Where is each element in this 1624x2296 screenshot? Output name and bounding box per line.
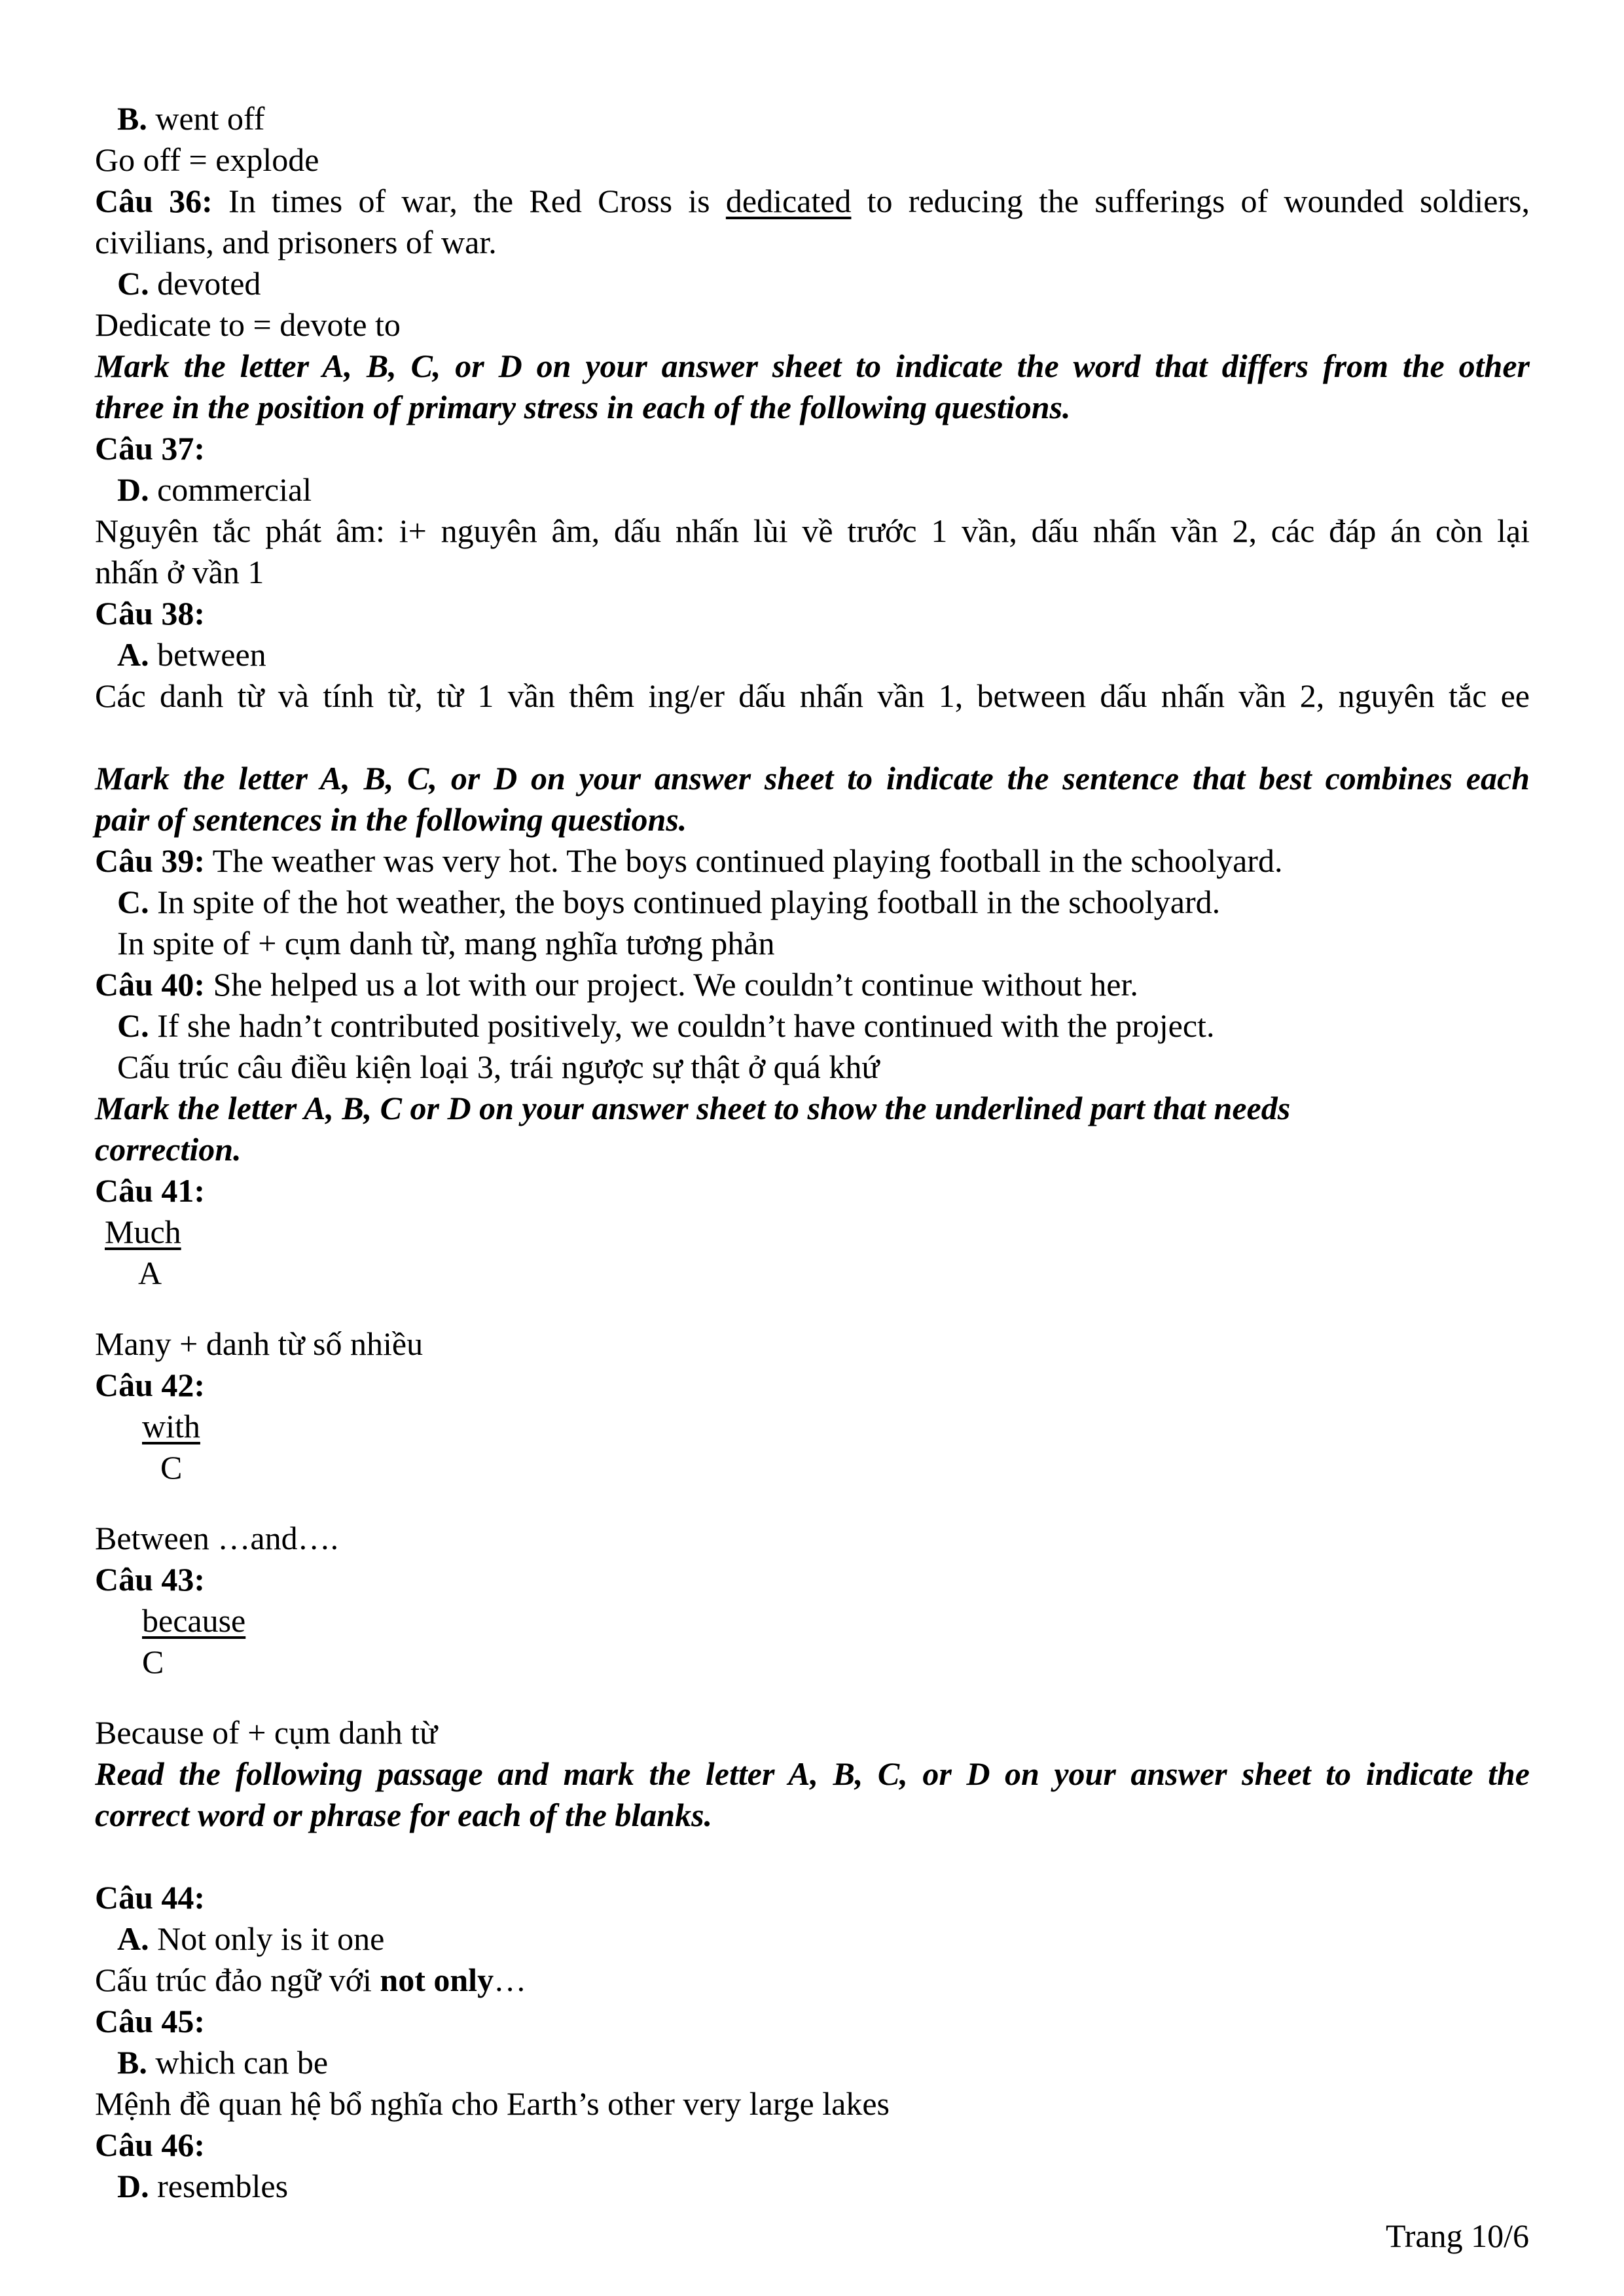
text-segment: C [142, 1643, 164, 1680]
text-segment: B. [117, 2044, 147, 2081]
text-line [95, 222, 1530, 263]
text-segment: to reducing the sufferings of wounded soldiers, [851, 183, 1530, 219]
text-line [95, 1253, 1530, 1294]
text-segment: correction. [95, 1131, 242, 1168]
text-segment: Câu 46: [95, 2126, 206, 2163]
text-segment: correct word or phrase for each of the blanks. [95, 1797, 713, 1833]
text-segment: dedicated [725, 183, 852, 219]
text-segment: Câu 39: [95, 842, 206, 879]
text-segment: Cấu trúc đảo ngữ với [95, 1962, 380, 1998]
text-segment: Many + danh từ số nhiều [95, 1325, 424, 1362]
text-line [95, 1323, 1530, 1365]
text-line [95, 1047, 1530, 1088]
text-segment: Câu 44: [95, 1879, 206, 1916]
text-segment: In times of war, the Red Cross is [212, 183, 726, 219]
text-segment: … [494, 1962, 527, 1998]
text-line [95, 1211, 1530, 1253]
text-segment: pair of sentences in the following questions. [95, 801, 687, 838]
text-line [95, 346, 1530, 387]
text-segment: Câu 38: [95, 595, 206, 632]
text-segment: C. [117, 265, 149, 302]
text-segment: Cấu trúc câu điều kiện loại 3, trái ngược sự thật ở quá khứ [117, 1049, 880, 1085]
text-segment: Because of + cụm danh từ [95, 1714, 438, 1751]
text-segment: resembles [149, 2168, 289, 2204]
text-segment: went off [147, 100, 265, 137]
text-segment: with [142, 1408, 200, 1444]
text-line [95, 1600, 1530, 1641]
blank-line [95, 1836, 1530, 1877]
text-line [95, 923, 1530, 964]
text-segment: C [160, 1449, 183, 1486]
text-line [95, 1005, 1530, 1047]
text-segment: Các danh từ và tính từ, từ 1 vần thêm ing/er dấu nhấn vần 1, between dấu nhấn vần 2, nguyên tắc ee [95, 677, 1530, 714]
text-line [95, 1795, 1530, 1836]
blank-line [95, 717, 1530, 758]
text-segment: In spite of + cụm danh từ, mang nghĩa tương phản [117, 925, 775, 961]
text-line [95, 882, 1530, 923]
text-segment: civilians, and prisoners of war. [95, 224, 497, 260]
document-content [95, 98, 1530, 2207]
text-line [95, 1447, 1530, 1488]
text-line [95, 1960, 1530, 2001]
text-line [95, 181, 1530, 222]
text-segment: because [142, 1602, 246, 1639]
text-line [95, 511, 1530, 552]
text-line [95, 1088, 1530, 1129]
text-line [95, 1129, 1530, 1170]
text-segment: Câu 41: [95, 1172, 206, 1209]
text-line [95, 98, 1530, 139]
text-line [95, 593, 1530, 634]
text-segment: A [138, 1255, 162, 1291]
text-segment: between [149, 636, 266, 673]
text-segment: commercial [149, 471, 312, 508]
text-segment: If she hadn’t contributed positively, we couldn’t have continued with the project. [149, 1007, 1215, 1044]
text-line [95, 1406, 1530, 1447]
text-segment: Mark the letter A, B, C, or D on your answer sheet to indicate the word that differs from the other [95, 348, 1530, 384]
text-line [95, 304, 1530, 346]
text-segment: Mark the letter A, B, C, or D on your answer sheet to indicate the sentence that best combines each [95, 760, 1530, 797]
text-line [95, 1559, 1530, 1600]
text-segment: C. [117, 1007, 149, 1044]
text-segment: Dedicate to = devote to [95, 306, 401, 343]
text-line [95, 2166, 1530, 2207]
text-segment: Câu 37: [95, 430, 206, 467]
text-segment: which can be [147, 2044, 329, 2081]
text-segment: Go off = explode [95, 141, 319, 178]
text-segment: B. [117, 100, 147, 137]
text-segment: devoted [149, 265, 261, 302]
text-segment: Câu 36: [95, 183, 213, 219]
text-segment: In spite of the hot weather, the boys continued playing football in the schoolyard. [149, 884, 1221, 920]
text-line [95, 1918, 1530, 1960]
text-line [95, 1712, 1530, 1753]
text-segment: Much [105, 1213, 181, 1250]
text-line [95, 1170, 1530, 1211]
text-segment: Câu 45: [95, 2003, 206, 2039]
text-segment: D. [117, 2168, 149, 2204]
text-segment: Câu 42: [95, 1367, 206, 1403]
text-segment: nhấn ở vần 1 [95, 554, 264, 590]
text-line [95, 1753, 1530, 1795]
text-line [95, 428, 1530, 469]
text-line [95, 964, 1530, 1005]
text-segment: three in the position of primary stress in each of the following questions. [95, 389, 1071, 425]
page-number: Trang 10/6 [1385, 2217, 1529, 2254]
text-line [95, 263, 1530, 304]
text-line [95, 758, 1530, 799]
text-segment: Between …and…. [95, 1520, 339, 1556]
text-line [95, 469, 1530, 511]
text-segment: Câu 40: [95, 966, 206, 1003]
text-line [95, 139, 1530, 181]
text-line [95, 552, 1530, 593]
text-line [95, 675, 1530, 717]
text-segment: The weather was very hot. The boys continued playing football in the schoolyard. [205, 842, 1283, 879]
text-segment: She helped us a lot with our project. We couldn’t continue without her. [205, 966, 1138, 1003]
text-line [95, 2083, 1530, 2125]
text-line [95, 2001, 1530, 2042]
text-line [95, 387, 1530, 428]
text-segment: Nguyên tắc phát âm: i+ nguyên âm, dấu nhấn lùi về trước 1 vần, dấu nhấn vần 2, các đáp án còn lại [95, 512, 1530, 549]
text-segment: Câu 43: [95, 1561, 206, 1598]
text-line [95, 1365, 1530, 1406]
text-line [95, 1518, 1530, 1559]
text-line [95, 840, 1530, 882]
text-segment: D. [117, 471, 149, 508]
text-line [95, 1641, 1530, 1683]
text-segment: Read the following passage and mark the letter A, B, C, or D on your answer sheet to indicate the [95, 1755, 1530, 1792]
text-line [95, 2042, 1530, 2083]
text-segment: Not only is it one [149, 1920, 385, 1957]
text-line [95, 799, 1530, 840]
text-line [95, 2125, 1530, 2166]
text-segment: Mệnh đề quan hệ bổ nghĩa cho Earth’s other very large lakes [95, 2085, 890, 2122]
text-segment: A. [117, 636, 149, 673]
text-segment: Mark the letter A, B, C or D on your answer sheet to show the underlined part that needs [95, 1090, 1291, 1126]
text-line [95, 634, 1530, 675]
text-segment: not only [380, 1962, 494, 1998]
text-segment: C. [117, 884, 149, 920]
text-segment: A. [117, 1920, 149, 1957]
text-line [95, 1877, 1530, 1918]
